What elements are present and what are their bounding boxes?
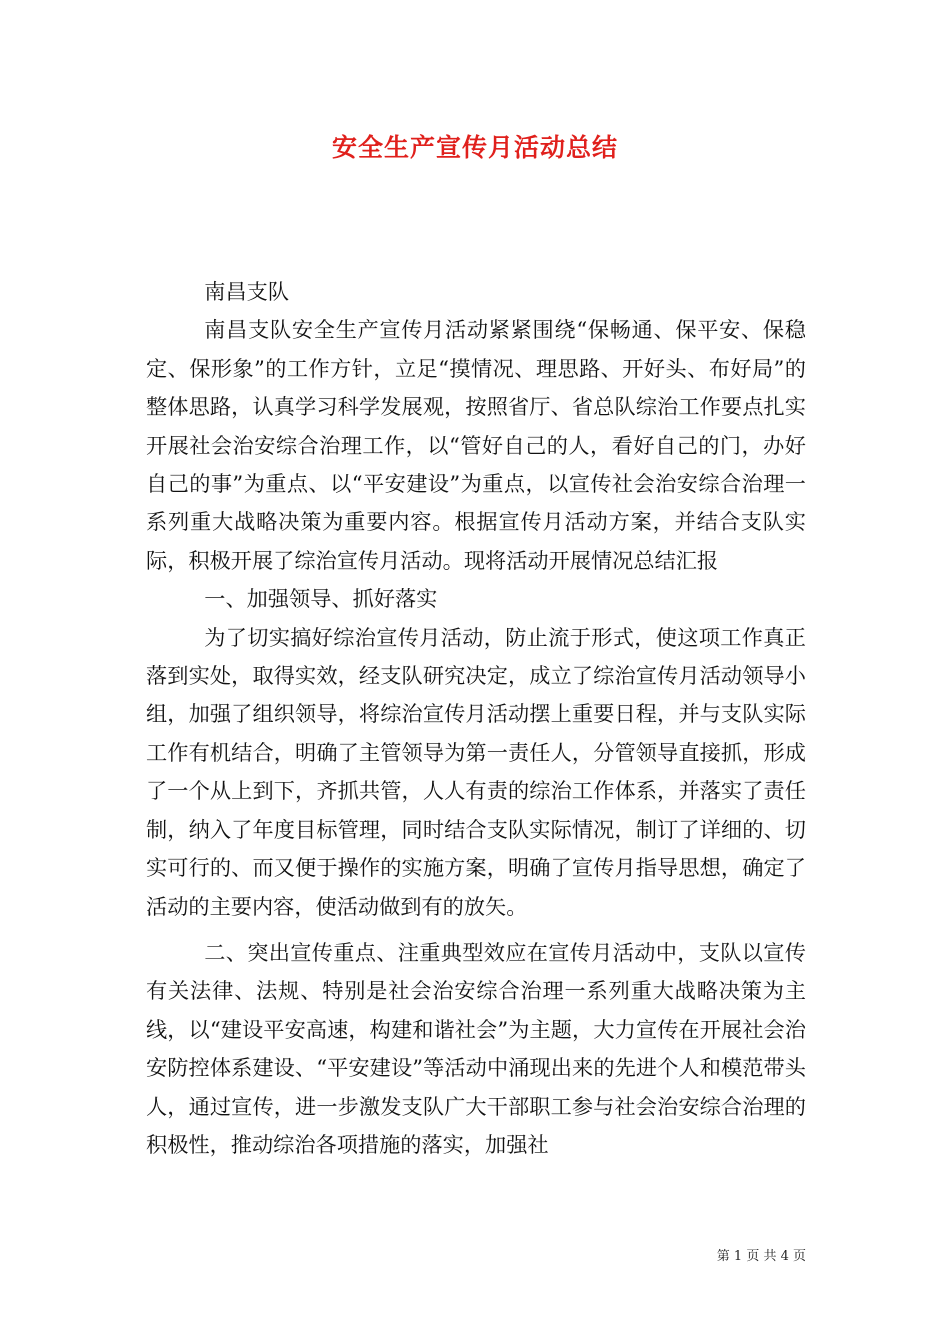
document-title: 安全生产宣传月活动总结 bbox=[331, 133, 618, 162]
paragraph-section-1: 为了切实搞好综治宣传月活动，防止流于形式，使这项工作真正落到实处，取得实效，经支队研究决定，成立了综治宣传月活动领导小组，加强了组织领导，将综治宣传月活动摆上重要日程，并与支队实际工作有机结合，明确了主管领导为第一责任人，分管领导直接抓，形成了一个从上到下，齐抓共管，人人有责的综治工作体系，并落实了责任制，纳入了年度目标管理，同时结合支队实际情况，制订了详细的、切实可行的、而又便于操作的实施方案，明确了宣传月指导思想，确定了活动的主要内容，使活动做到有的放矢。 bbox=[146, 624, 806, 919]
section-heading-1: 一、加强领导、抓好落实 bbox=[204, 586, 438, 612]
paragraph-section-2: 二、突出宣传重点、注重典型效应在宣传月活动中，支队以宣传有关法律、法规、特别是社会治安综合治理一系列重大战略决策为主线，以“建设平安高速，构建和谐社会”为主题，大力宣传在开展社会治安防控体系建设、“平安建设”等活动中涌现出来的先进个人和模范带头人，通过宣传，进一步激发支队广大干部职工参与社会治安综合治理的积极性，推动综治各项措施的落实，加强社 bbox=[146, 939, 806, 1157]
document-body bbox=[146, 273, 806, 1164]
paragraph-intro: 南昌支队安全生产宣传月活动紧紧围绕“保畅通、保平安、保稳定、保形象”的工作方针，立足“摸情况、理思路、开好头、布好局”的整体思路，认真学习科学发展观，按照省厅、省总队综治工作要点扎实开展社会治安综合治理工作，以“管好自己的人，看好自己的门，办好自己的事”为重点、以“平安建设”为重点，以宣传社会治安综合治理一系列重大战略决策为重要内容。根据宣传月活动方案，并结合支队实际，积极开展了综治宣传月活动。现将活动开展情况总结汇报 bbox=[146, 317, 806, 573]
page-number: 第 1 页 共 4 页 bbox=[716, 1249, 806, 1264]
paragraph-author: 南昌支队 bbox=[204, 279, 290, 304]
